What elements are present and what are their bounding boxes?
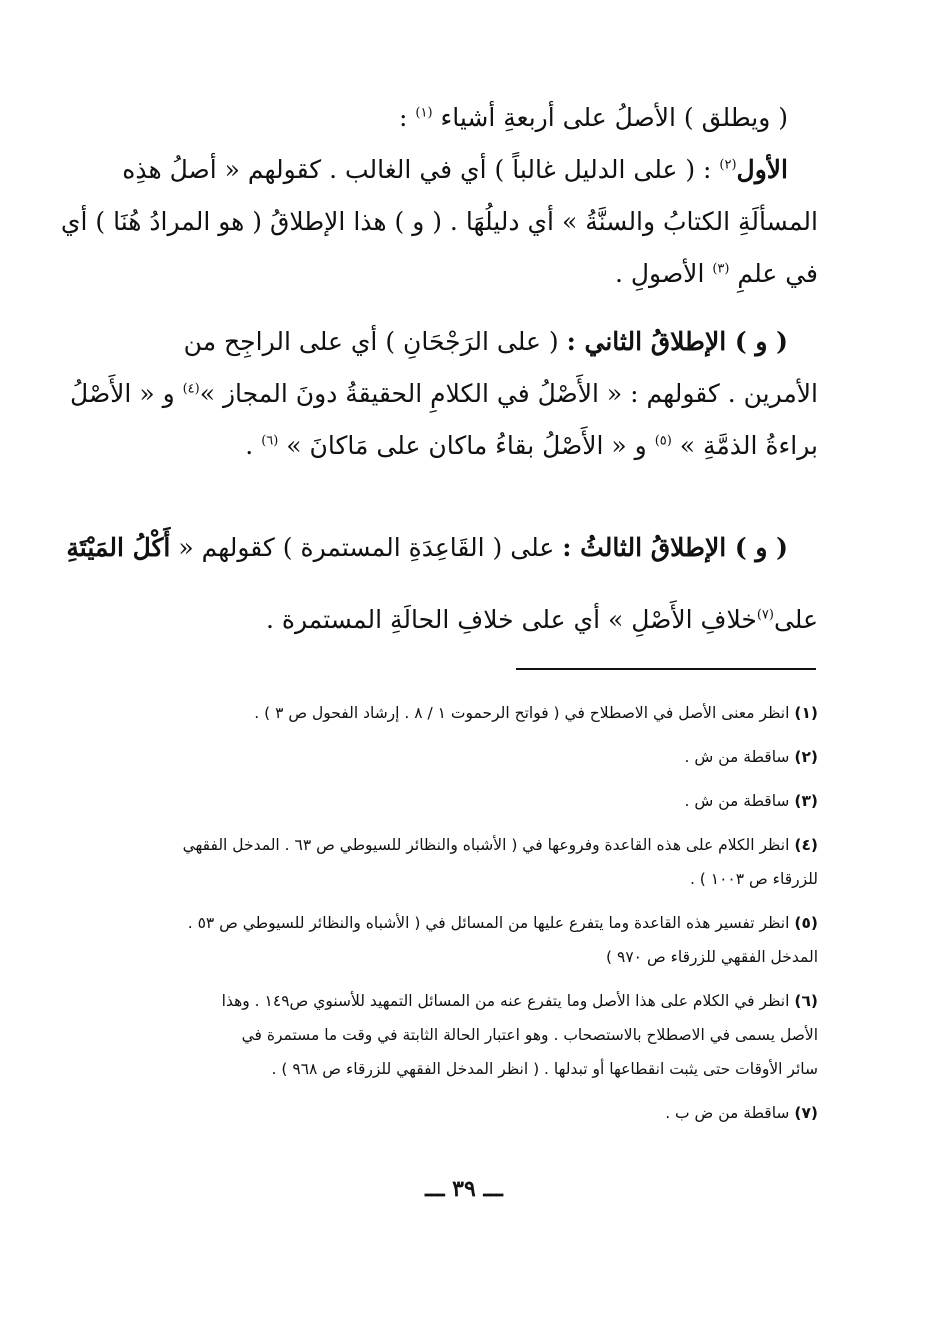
- footnote-text: انظر في الكلام على هذا الأصل وما يتفرع عنه من المسائل التمهيد للأسنوي ص١٤٩ . وهذا: [221, 992, 790, 1010]
- footnote-text: المدخل الفقهي للزرقاء ص ٩٧٠ ): [606, 948, 818, 966]
- text-line: [130, 316, 818, 368]
- footnote-text: ساقطة من ش .: [684, 748, 790, 766]
- footnote-item: [130, 1096, 818, 1130]
- text-segment: : ( على الدليل غالباً ) أي في الغالب . كقولهم « أصلُ هذِه: [122, 155, 720, 184]
- footnote-item: [130, 784, 818, 818]
- footnote-number: (١): [794, 704, 818, 722]
- text-segment: :: [399, 103, 416, 132]
- section-heading: ( و ) الإطلاقُ الثالثُ :: [562, 533, 788, 562]
- text-segment: .: [245, 431, 262, 460]
- text-segment: و « الأَصْلُ: [70, 379, 183, 408]
- text-segment: أَكْلُ المَيْتَةِ: [66, 533, 171, 562]
- footnote-item: [130, 984, 818, 1086]
- footnote-line: [130, 1096, 818, 1130]
- footnote-line: [130, 862, 818, 896]
- footnote-number: (٤): [794, 836, 818, 854]
- footnote-ref[interactable]: (٣): [712, 261, 730, 277]
- text-segment: براءةُ الذمَّةِ »: [671, 431, 818, 460]
- footnote-line: [130, 906, 818, 940]
- paragraph-second-meaning: [70, 316, 818, 472]
- footnote-text: انظر تفسير هذه القاعدة وما يتفرع عليها من المسائل في ( الأشباه والنظائر للسيوطي ص ٥٣ .: [187, 914, 790, 932]
- footnote-ref[interactable]: (٧): [756, 607, 774, 623]
- footnote-line: [130, 940, 818, 974]
- text-segment: على ( القَاعِدَةِ المستمرة ) كقولهم «: [170, 533, 563, 562]
- footnote-line: [130, 828, 818, 862]
- text-line: المسألَةِ الكتابُ والسنَّةُ » أي دليلُهَا . ( و ) هذا الإطلاقُ ( هو المرادُ هُنَا ) أي: [60, 207, 818, 236]
- footnote-line: [130, 1018, 818, 1052]
- text-segment: ( ويطلق ) الأصلُ على أربعةِ أشياء: [432, 103, 788, 132]
- text-line: [130, 92, 818, 144]
- text-line: [130, 420, 818, 472]
- footnote-text: ساقطة من ش .: [684, 792, 790, 810]
- footnote-item: [130, 828, 818, 896]
- footnote-text: انظر الكلام على هذه القاعدة وفروعها في ( الأشباه والنظائر للسيوطي ص ٦٣ . المدخل الفقهي: [182, 836, 790, 854]
- section-heading: الأول: [736, 155, 788, 184]
- text-line: [70, 368, 818, 420]
- footnote-item: [130, 696, 818, 730]
- footnote-text: ساقطة من ض ب .: [665, 1104, 790, 1122]
- text-segment: الأصولِ .: [614, 259, 713, 288]
- text-segment: الأمرين . كقولهم : « الأَصْلُ في الكلامِ الحقيقةُ دونَ المجاز »: [199, 379, 818, 408]
- paragraph-third-meaning: [66, 512, 818, 656]
- footnote-text: للزرقاء ص ١٠٠٣ ) .: [689, 870, 818, 888]
- text-segment: على: [773, 605, 818, 634]
- footnote-number: (٧): [794, 1104, 818, 1122]
- footnote-line: [130, 984, 818, 1018]
- footnote-line: [130, 784, 818, 818]
- footnote-text: انظر معنى الأصل في الاصطلاح في ( فواتح الرحموت ١ / ٨ . إرشاد الفحول ص ٣ ) .: [254, 704, 790, 722]
- footnote-number: (٦): [794, 992, 818, 1010]
- text-line: [66, 512, 818, 584]
- footnote-ref[interactable]: (٦): [261, 433, 279, 449]
- text-line: [130, 248, 818, 300]
- footnote-text: سائر الأوقات حتى يثبت انقطاعها أو تبدلها . ( انظر المدخل الفقهي للزرقاء ص ٩٦٨ ) .: [271, 1060, 818, 1078]
- footnote-number: (٢): [794, 748, 818, 766]
- paragraph-asl-meanings: [60, 92, 818, 300]
- footnote-ref[interactable]: (٤): [182, 381, 200, 397]
- page-number: ـــ ٣٩ ـــ: [425, 1176, 503, 1202]
- text-segment: في علمِ: [729, 259, 818, 288]
- footnote-line: [130, 740, 818, 774]
- footnote-line: [130, 696, 818, 730]
- footnote-ref[interactable]: (٢): [719, 157, 737, 173]
- text-segment: ( على الرَجْحَانِ ) أي على الراجِح من: [183, 327, 567, 356]
- footnote-text: الأصل يسمى في الاصطلاح بالاستصحاب . وهو اعتبار الحالة الثابتة في وقت ما مستمرة في: [241, 1026, 818, 1044]
- footnote-ref[interactable]: (١): [415, 105, 433, 121]
- footnote-number: (٥): [794, 914, 818, 932]
- footnote-item: [130, 740, 818, 774]
- text-segment: خلافِ الأَصْلِ » أي على خلافِ الحالَةِ المستمرة .: [265, 605, 757, 634]
- footnote-ref[interactable]: (٥): [654, 433, 672, 449]
- footnotes-section: [130, 696, 818, 1140]
- footnote-separator: [516, 668, 816, 670]
- text-line: [122, 144, 818, 196]
- footnote-line: [130, 1052, 818, 1086]
- text-segment: و « الأَصْلُ بقاءُ ماكان على مَاكانَ »: [278, 431, 655, 460]
- text-line: [130, 584, 818, 656]
- footnote-number: (٣): [794, 792, 818, 810]
- section-heading: ( و ) الإطلاقُ الثاني :: [566, 327, 788, 356]
- footnote-item: [130, 906, 818, 974]
